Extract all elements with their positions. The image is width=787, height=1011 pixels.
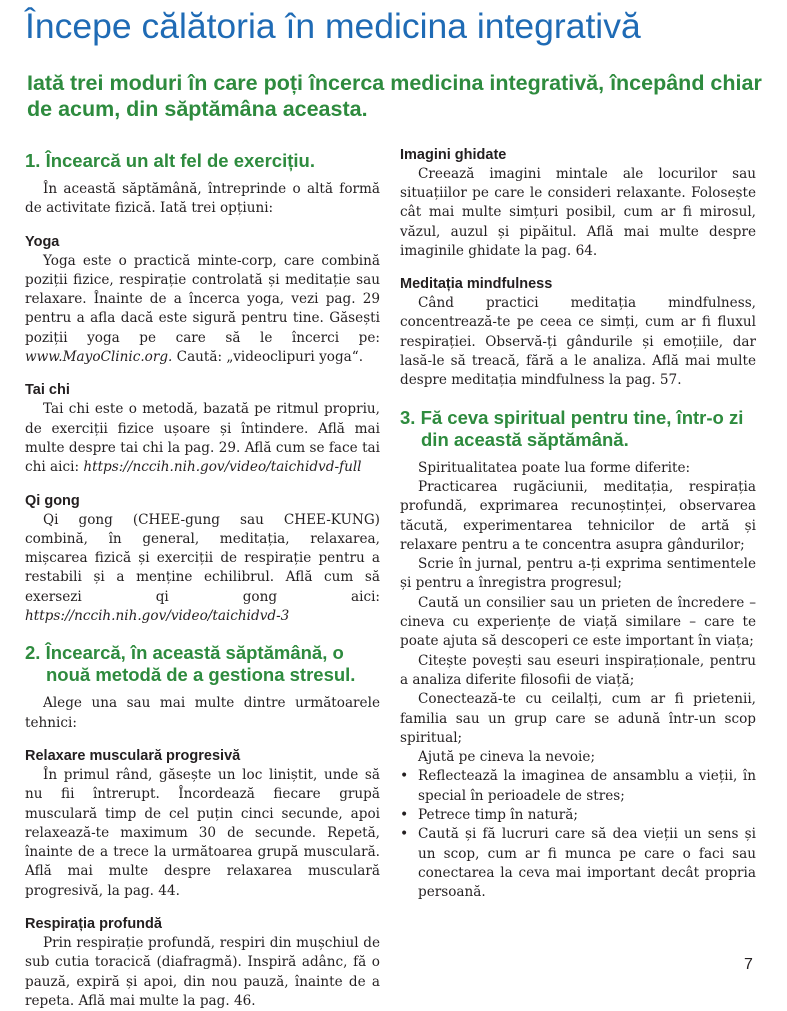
imagery-heading: Imagini ghidate bbox=[400, 146, 507, 163]
left-column bbox=[25, 150, 380, 1011]
yoga-link[interactable]: www.MayoClinic.org. bbox=[25, 349, 173, 366]
section-1-intro: În această săptămână, întreprinde o altă formă de activitate fizică. Iată trei opțiuni: bbox=[25, 181, 380, 217]
bullet-item: • Petrece timp în natură; bbox=[400, 806, 756, 825]
breathing-text: Prin respirație profundă, respiri din mușchiul de sub cutia toracică (diafragmă). Inspiră adânc, fă o pauză, expiră și apoi, din nou pauză, înainte de a repeta. Află mai multe la pag. 46. bbox=[25, 935, 380, 1009]
section-3-item: Scrie în jurnal, pentru a-ți exprima sentimentele și pentru a înregistra progresul; bbox=[400, 556, 756, 592]
section-1-heading: 1. Încearcă un alt fel de exercițiu. bbox=[25, 150, 315, 171]
qigong-link[interactable]: https://nccih.nih.gov/video/taichidvd-3 bbox=[25, 608, 290, 625]
taichi-text: Tai chi este o metodă, bazată pe ritmul propriu, de exerciții fizice ușoare și întindere. Află mai multe despre tai chi la pag. 29. Află cum se face tai chi aici: https://nccih.nih.gov/video/taichidvd-full bbox=[25, 401, 380, 476]
yoga-text: Yoga este o practică minte-corp, care combină poziții fizice, respirație controlată și meditație sau relaxare. Înainte de a încerca yoga, vezi pag. 29 pentru a afla dacă este sigură pentru tine. Găsești poziții yoga pe care să le încerci pe: www.MayoClinic.org. Caută: „videoclipuri yoga“. bbox=[25, 252, 380, 366]
imagery-text: Creează imagini mintale ale locurilor sau situațiilor pe care le consideri relaxante. Folosește cât mai multe simțuri posibil, cum ar fi mirosul, văzul, auzul și pipăitul. Află mai multe despre imaginile ghidate la pag. 64. bbox=[400, 165, 756, 259]
section-2-intro: Alege una sau mai multe dintre următoarele tehnici: bbox=[25, 695, 380, 731]
page-number: 7 bbox=[744, 956, 753, 973]
taichi-heading: Tai chi bbox=[25, 382, 70, 399]
section-3-item: Ajută pe cineva la nevoie; bbox=[418, 749, 596, 766]
right-column bbox=[400, 146, 756, 903]
section-3-intro: Spiritualitatea poate lua forme diferite: bbox=[418, 459, 691, 476]
yoga-heading: Yoga bbox=[25, 233, 60, 250]
taichi-link[interactable]: https://nccih.nih.gov/video/taichidvd-full bbox=[83, 459, 362, 476]
page-title: Începe călătoria în medicina integrativă bbox=[25, 6, 641, 46]
bullet-item: • Reflectează la imaginea de ansamblu a vieții, în special în perioadele de stres; bbox=[400, 767, 756, 806]
section-3-item: Conectează-te cu ceilalți, cum ar fi prietenii, familia sau un grup care se adună într-un scop spiritual; bbox=[400, 691, 756, 746]
section-3-item: Practicarea rugăciunii, meditația, respirația profundă, exprimarea recunoștinței, observarea tăcută, experimentarea tehnicilor de artă și relaxare pentru a te concentra asupra gândurilor; bbox=[400, 478, 756, 553]
bullet-item: • Caută și fă lucruri care să dea vieții un sens și un scop, cum ar fi munca pe care o faci sau conectarea la ceva mai important decât propria persoană. bbox=[400, 825, 756, 902]
mindfulness-text: Când practici meditația mindfulness, concentrează-te pe ceea ce simți, cum ar fi fluxul respirației. Observă-ți gândurile și emoțiile, dar lasă-le să treacă, fără a le analiza. Află mai multe despre meditația mindfulness la pag. 57. bbox=[400, 295, 756, 389]
section-3-heading: 3. Fă ceva spiritual pentru tine, într-o zi din această săptămână. bbox=[400, 406, 744, 450]
mindfulness-heading: Meditația mindfulness bbox=[400, 276, 553, 293]
section-3-item: Citește povești sau eseuri inspiraționale, pentru a analiza diferite filosofii de viață; bbox=[400, 652, 756, 688]
section-3-item: Caută un consilier sau un prieten de încredere – cineva cu experiențe de viață similare – care te poate ajuta să descoperi ce este important în viața; bbox=[400, 594, 756, 650]
qigong-text: Qi gong (CHEE-gung sau CHEE-KUNG) combină, în general, meditația, relaxarea, mișcarea fizică și exerciții de respirație pentru a restabili și a menține echilibrul. Află cum să exersezi qi gong aici: https://nccih.nih.gov/video/taichidvd-3 bbox=[25, 511, 380, 625]
pmr-heading: Relaxare musculară progresivă bbox=[25, 747, 241, 764]
intro-text: Iată trei moduri în care poți încerca medicina integrativă, începând chiar de acum, din săptămâna aceasta. bbox=[27, 71, 762, 121]
section-2-heading: 2. Încearcă, în această săptămână, o nouă metodă de a gestiona stresul. bbox=[25, 642, 356, 686]
section-3-bullet-list bbox=[400, 767, 756, 902]
pmr-text: În primul rând, găsește un loc liniștit, unde să nu fii întrerupt. Încordează fiecare grupă musculară timp de cel puțin cinci secunde, apoi relaxează-te maximum 30 de secunde. Repetă, înainte de a trece la următoarea grupă musculară. Află mai multe despre relaxarea musculară progresivă, la pag. 44. bbox=[25, 766, 380, 899]
qigong-heading: Qi gong bbox=[25, 492, 80, 509]
breathing-heading: Respirația profundă bbox=[25, 916, 162, 933]
